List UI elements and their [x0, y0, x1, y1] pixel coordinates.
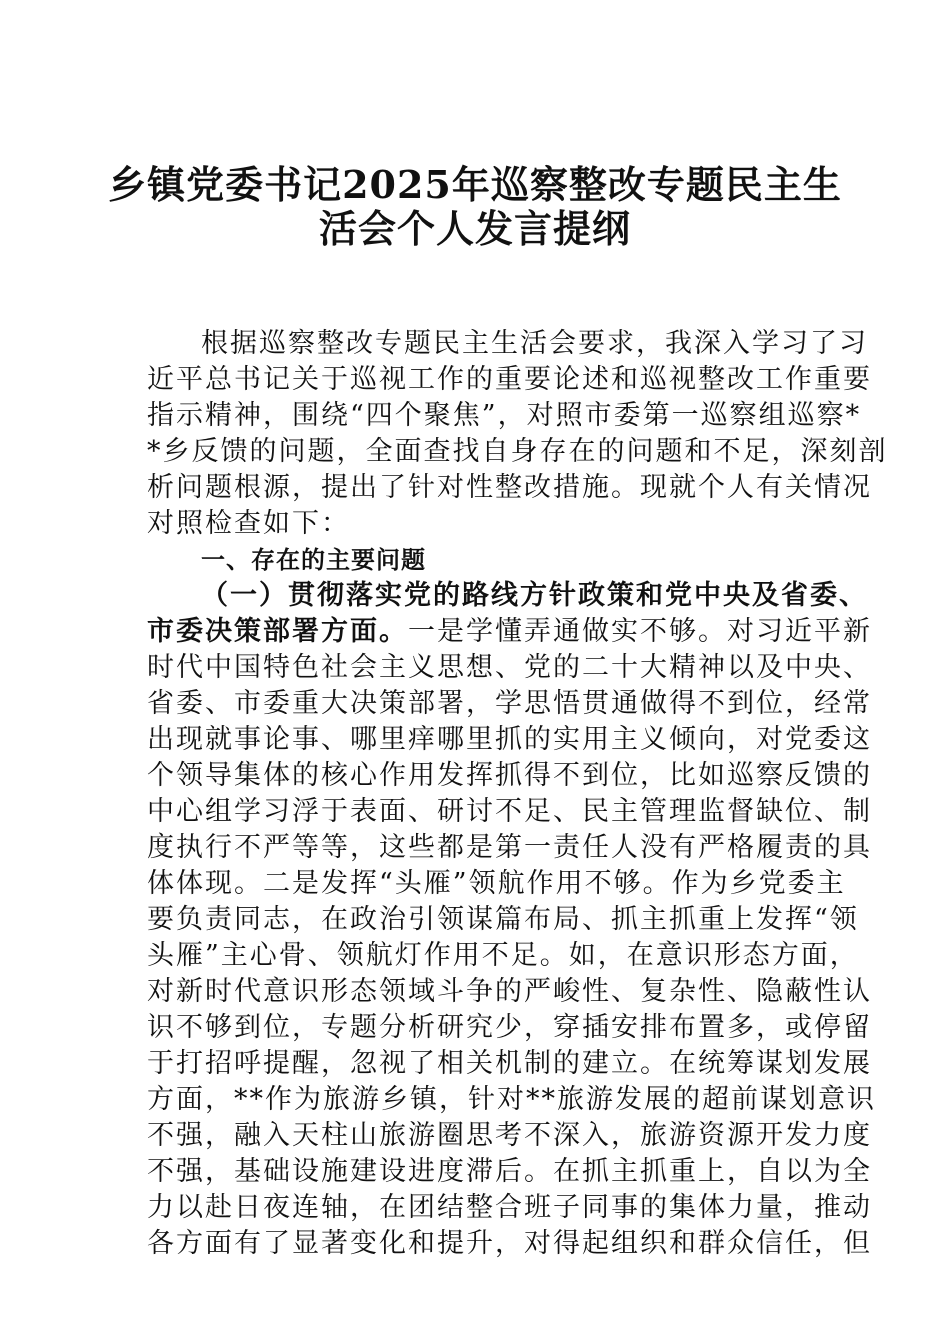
body-line	[147, 614, 872, 650]
body-line: 时代中国特色社会主义思想、党的二十大精神以及中央、	[147, 652, 872, 683]
body-line: 近平总书记关于巡视工作的重要论述和巡视整改工作重要	[147, 364, 872, 395]
document-title-line-2: 活会个人发言提纲	[318, 206, 631, 251]
body-line: 头雁”主心骨、领航灯作用不足。如，在意识形态方面，	[147, 940, 859, 971]
body-line: 省委、市委重大决策部署，学思悟贯通做得不到位，经常	[147, 688, 872, 719]
body-line: 出现就事论事、哪里痒哪里抓的实用主义倾向，对党委这	[147, 724, 872, 755]
body-line: 要负责同志，在政治引领谋篇布局、抓主抓重上发挥“领	[147, 904, 859, 935]
body-line: *乡反馈的问题，全面查找自身存在的问题和不足，深刻剖	[147, 436, 888, 467]
body-line: 个领导集体的核心作用发挥抓得不到位，比如巡察反馈的	[147, 760, 872, 791]
body-line: 对新时代意识形态领域斗争的严峻性、复杂性、隐蔽性认	[147, 976, 872, 1007]
bold-prefix: 市委决策部署方面。	[147, 616, 408, 647]
body-line: 根据巡察整改专题民主生活会要求，我深入学习了习	[201, 328, 868, 359]
body-line: （一）贯彻落实党的路线方针政策和党中央及省委、	[201, 580, 868, 611]
section-heading: 一、存在的主要问题	[201, 546, 426, 574]
body-line: 于打招呼提醒，忽视了相关机制的建立。在统筹谋划发展	[147, 1048, 872, 1079]
body-line: 中心组学习浮于表面、研讨不足、民主管理监督缺位、制	[147, 796, 872, 827]
document-title-line-1: 乡镇党委书记2025年巡察整改专题民主生	[108, 162, 842, 207]
body-line: 力以赴日夜连轴，在团结整合班子同事的集体力量，推动	[147, 1192, 872, 1223]
body-line: 析问题根源，提出了针对性整改措施。现就个人有关情况	[147, 472, 872, 503]
body-line: 各方面有了显著变化和提升，对得起组织和群众信任，但	[147, 1228, 872, 1259]
line-rest: 一是学懂弄通做实不够。对习近平新	[408, 616, 872, 647]
body-line: 对照检查如下：	[147, 508, 350, 539]
body-line: 方面，**作为旅游乡镇，针对**旅游发展的超前谋划意识	[147, 1084, 876, 1115]
body-line: 体体现。二是发挥“头雁”领航作用不够。作为乡党委主	[147, 868, 846, 899]
body-line: 识不够到位，专题分析研究少，穿插安排布置多，或停留	[147, 1012, 872, 1043]
body-line: 不强，基础设施建设进度滞后。在抓主抓重上，自以为全	[147, 1156, 872, 1187]
body-line: 度执行不严等等，这些都是第一责任人没有严格履责的具	[147, 832, 872, 863]
body-line: 不强，融入天柱山旅游圈思考不深入，旅游资源开发力度	[147, 1120, 872, 1151]
body-line: 指示精神，围绕“四个聚焦”，对照市委第一巡察组巡察*	[147, 400, 862, 431]
